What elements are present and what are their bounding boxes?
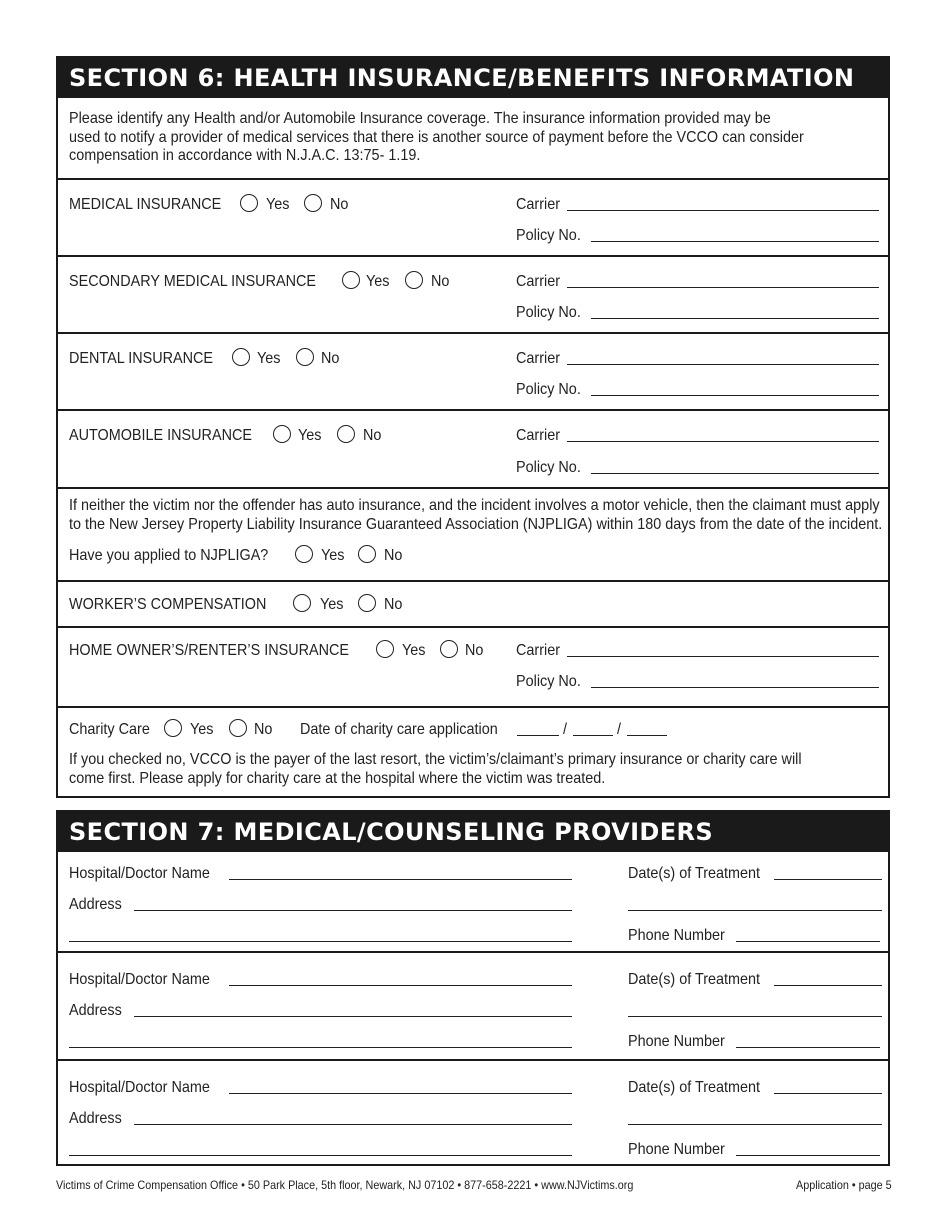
- secondary-yes-label: Yes: [366, 273, 390, 290]
- home-yes-label: Yes: [402, 642, 426, 659]
- charity-date-slash-2: /: [617, 721, 622, 738]
- njpliga-row: [58, 487, 888, 580]
- secondary-policy-label: Policy No.: [516, 304, 581, 321]
- address-label: Address: [69, 1002, 122, 1019]
- address-field[interactable]: [134, 1124, 572, 1125]
- treatment-dates-field[interactable]: [774, 879, 882, 880]
- dental-carrier-field[interactable]: [567, 364, 879, 365]
- medical-yes-radio[interactable]: [240, 194, 258, 212]
- phone-number-field[interactable]: [736, 1155, 880, 1156]
- dental-no-label: No: [321, 350, 340, 367]
- provider-block: [58, 1059, 888, 1164]
- secondary-policy-field[interactable]: [591, 318, 879, 319]
- secondary-carrier-label: Carrier: [516, 273, 561, 290]
- dental-policy-label: Policy No.: [516, 381, 581, 398]
- treatment-dates-field-line-2[interactable]: [628, 1016, 882, 1017]
- address-field[interactable]: [134, 910, 572, 911]
- medical-no-label: No: [330, 196, 349, 213]
- charity-no-radio[interactable]: [229, 719, 247, 737]
- medical-policy-field[interactable]: [591, 241, 879, 242]
- treatment-dates-field[interactable]: [774, 985, 882, 986]
- section-6-title: SECTION 6: HEALTH INSURANCE/BENEFITS INFORMATION: [58, 58, 888, 98]
- hospital-name-label: Hospital/Doctor Name: [69, 865, 210, 882]
- auto-policy-field[interactable]: [591, 473, 879, 474]
- phone-number-field[interactable]: [736, 941, 880, 942]
- section-6: [56, 56, 890, 798]
- treatment-dates-label: Date(s) of Treatment: [628, 1079, 761, 1096]
- dental-insurance-label: DENTAL INSURANCE: [69, 350, 214, 367]
- automobile-insurance-label: AUTOMOBILE INSURANCE: [69, 427, 252, 444]
- secondary-medical-row: [58, 255, 888, 332]
- charity-date-day[interactable]: [573, 735, 613, 736]
- charity-note-line-2: come first. Please apply for charity care at the hospital where the victim was treated.: [69, 769, 606, 787]
- dental-carrier-label: Carrier: [516, 350, 561, 367]
- hospital-name-field[interactable]: [229, 1093, 572, 1094]
- home-no-radio[interactable]: [440, 640, 458, 658]
- home-policy-label: Policy No.: [516, 673, 581, 690]
- medical-carrier-label: Carrier: [516, 196, 561, 213]
- workers-no-radio[interactable]: [358, 594, 376, 612]
- hospital-name-label: Hospital/Doctor Name: [69, 1079, 210, 1096]
- medical-insurance-label: MEDICAL INSURANCE: [69, 196, 222, 213]
- charity-date-month[interactable]: [517, 735, 559, 736]
- address-field[interactable]: [134, 1016, 572, 1017]
- automobile-insurance-row: [58, 409, 888, 487]
- treatment-dates-field-line-2[interactable]: [628, 1124, 882, 1125]
- hospital-name-label: Hospital/Doctor Name: [69, 971, 210, 988]
- auto-yes-label: Yes: [298, 427, 322, 444]
- home-carrier-label: Carrier: [516, 642, 561, 659]
- charity-date-slash-1: /: [563, 721, 568, 738]
- njpliga-no-radio[interactable]: [358, 545, 376, 563]
- section-7: [56, 810, 890, 1166]
- charity-care-row: [58, 706, 888, 800]
- charity-date-year[interactable]: [627, 735, 667, 736]
- phone-number-field[interactable]: [736, 1047, 880, 1048]
- treatment-dates-label: Date(s) of Treatment: [628, 865, 761, 882]
- address-field-line-2[interactable]: [69, 1047, 572, 1048]
- provider-block: [58, 951, 888, 1059]
- dental-no-radio[interactable]: [296, 348, 314, 366]
- section-7-title: SECTION 7: MEDICAL/COUNSELING PROVIDERS: [58, 812, 888, 852]
- secondary-yes-radio[interactable]: [342, 271, 360, 289]
- home-insurance-label: HOME OWNER’S/RENTER’S INSURANCE: [69, 642, 350, 659]
- charity-note-line-1: If you checked no, VCCO is the payer of the last resort, the victim’s/claimant’s primary insurance or charity care will: [69, 751, 802, 768]
- auto-carrier-label: Carrier: [516, 427, 561, 444]
- auto-no-radio[interactable]: [337, 425, 355, 443]
- njpliga-question: Have you applied to NJPLIGA?: [69, 547, 269, 564]
- intro-line-1: Please identify any Health and/or Automobile Insurance coverage. The insurance information provided may be: [69, 110, 771, 127]
- auto-no-label: No: [363, 427, 382, 444]
- secondary-medical-label: SECONDARY MEDICAL INSURANCE: [69, 273, 316, 290]
- dental-insurance-row: [58, 332, 888, 409]
- secondary-no-radio[interactable]: [405, 271, 423, 289]
- njpliga-yes-label: Yes: [321, 547, 345, 564]
- hospital-name-field[interactable]: [229, 985, 572, 986]
- address-label: Address: [69, 896, 122, 913]
- hospital-name-field[interactable]: [229, 879, 572, 880]
- njpliga-note-line-1: If neither the victim nor the offender has auto insurance, and the incident involves a motor vehicle, then the claimant must apply: [69, 497, 880, 514]
- home-carrier-field[interactable]: [567, 656, 879, 657]
- njpliga-note-line-2: to the New Jersey Property Liability Insurance Guaranteed Association (NJPLIGA) within 180 days from the date of the incident.: [69, 516, 883, 533]
- medical-yes-label: Yes: [266, 196, 290, 213]
- secondary-carrier-field[interactable]: [567, 287, 879, 288]
- home-no-label: No: [465, 642, 484, 659]
- workers-comp-row: [58, 580, 888, 626]
- phone-number-label: Phone Number: [628, 1033, 725, 1050]
- charity-yes-label: Yes: [190, 721, 214, 738]
- dental-yes-label: Yes: [257, 350, 281, 367]
- njpliga-yes-radio[interactable]: [295, 545, 313, 563]
- provider-block: [58, 852, 888, 951]
- auto-yes-radio[interactable]: [273, 425, 291, 443]
- treatment-dates-label: Date(s) of Treatment: [628, 971, 761, 988]
- treatment-dates-field[interactable]: [774, 1093, 882, 1094]
- auto-carrier-field[interactable]: [567, 441, 879, 442]
- medical-carrier-field[interactable]: [567, 210, 879, 211]
- njpliga-no-label: No: [384, 547, 403, 564]
- phone-number-label: Phone Number: [628, 1141, 725, 1158]
- workers-yes-label: Yes: [320, 596, 344, 613]
- treatment-dates-field-line-2[interactable]: [628, 910, 882, 911]
- intro-line-3: compensation in accordance with N.J.A.C. 13:75- 1.19.: [69, 147, 421, 164]
- home-insurance-row: [58, 626, 888, 706]
- home-yes-radio[interactable]: [376, 640, 394, 658]
- footer-page-number: Application • page 5: [796, 1178, 892, 1192]
- auto-policy-label: Policy No.: [516, 459, 581, 476]
- dental-yes-radio[interactable]: [232, 348, 250, 366]
- address-field-line-2[interactable]: [69, 941, 572, 942]
- charity-yes-radio[interactable]: [164, 719, 182, 737]
- workers-comp-label: WORKER’S COMPENSATION: [69, 596, 267, 613]
- address-label: Address: [69, 1110, 122, 1127]
- phone-number-label: Phone Number: [628, 927, 725, 944]
- intro-block: [58, 98, 888, 178]
- address-field-line-2[interactable]: [69, 1155, 572, 1156]
- intro-line-2: used to notify a provider of medical services that there is another source of payment before the VCCO can consider: [69, 128, 804, 146]
- workers-no-label: No: [384, 596, 403, 613]
- medical-no-radio[interactable]: [304, 194, 322, 212]
- charity-care-label: Charity Care: [69, 721, 150, 738]
- home-policy-field[interactable]: [591, 687, 879, 688]
- charity-date-label: Date of charity care application: [300, 721, 498, 738]
- medical-insurance-row: [58, 178, 888, 255]
- workers-yes-radio[interactable]: [293, 594, 311, 612]
- secondary-no-label: No: [431, 273, 450, 290]
- charity-no-label: No: [254, 721, 273, 738]
- footer-address: Victims of Crime Compensation Office • 50 Park Place, 5th floor, Newark, NJ 07102 • 877-658-2221 • www.NJVictims.org: [56, 1178, 634, 1192]
- dental-policy-field[interactable]: [591, 395, 879, 396]
- medical-policy-label: Policy No.: [516, 227, 581, 244]
